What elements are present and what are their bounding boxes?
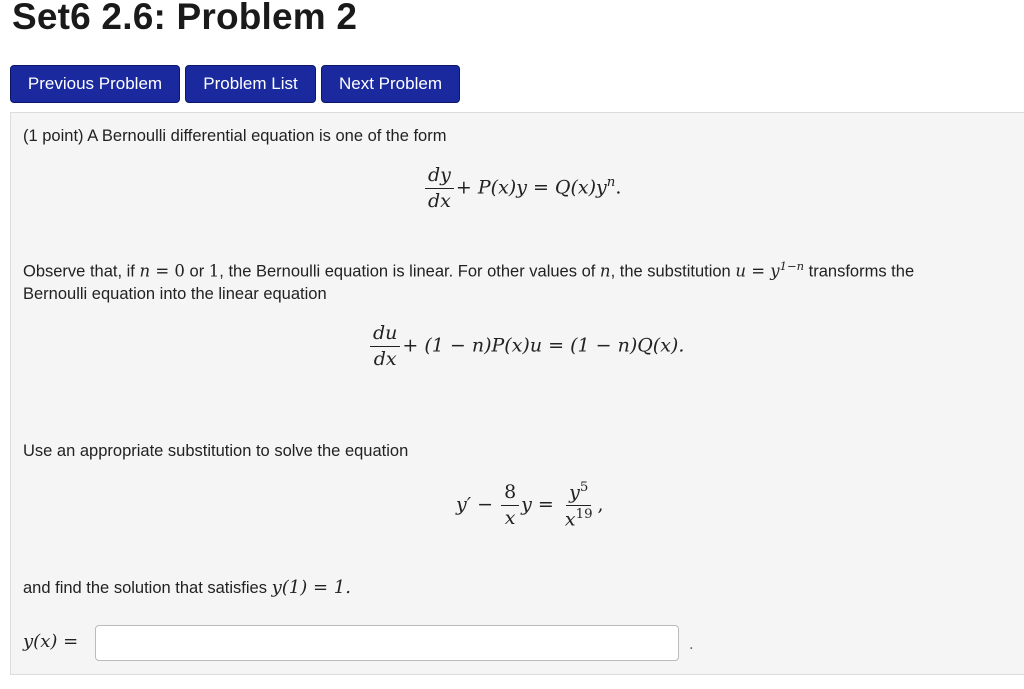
problem-intro: (1 point) A Bernoulli differential equation is one of the form [23,127,447,145]
equation-lhs: y′ − [456,493,494,516]
fraction-numerator: du [370,323,400,347]
math-y: y [770,261,780,281]
numerator-exponent: 5 [579,480,589,495]
exponent: n [606,175,616,191]
equation-end: , [597,493,604,516]
equation-mid: y = [521,493,554,516]
answer-input[interactable] [95,625,679,661]
previous-problem-button[interactable]: Previous Problem [10,65,180,103]
text-segment: transforms the [804,262,915,281]
page-title: Set6 2.6: Problem 2 [12,0,358,37]
instruction-text: Use an appropriate substitution to solve the equation [23,442,409,460]
text-segment: , the Bernoulli equation is linear. For other values of [219,262,600,281]
answer-trailing-period: . [689,635,694,653]
answer-label-text: y(x) = [23,631,79,652]
math-exponent: 1−n [779,259,805,273]
target-equation [456,481,604,530]
math-equals: = [745,261,771,281]
fraction-denominator: dx [428,189,451,212]
next-problem-button[interactable]: Next Problem [321,65,460,103]
text-segment: , the substitution [610,262,736,281]
substitution-paragraph [23,259,914,282]
math-n: n [599,261,611,281]
fraction-numerator [566,481,591,506]
problem-list-button[interactable]: Problem List [185,65,316,103]
fraction-numerator: dy [425,165,454,189]
fraction-denominator: x [504,507,516,530]
initial-condition-text [23,577,351,598]
substitution-paragraph-line2: Bernoulli equation into the linear equation [23,285,327,303]
answer-label [23,631,78,652]
math-n: n [139,261,151,281]
y5-over-x19-fraction [562,481,596,530]
math-u: u [735,261,746,281]
fraction-denominator [562,506,596,530]
equation-rest: + P(x)y = Q(x)y [455,176,607,199]
du-dx-fraction [370,323,400,370]
eight-over-x-fraction [501,482,519,529]
fraction-numerator: 8 [501,482,519,506]
bernoulli-equation [423,165,621,212]
initial-condition: y(1) = 1. [271,577,351,598]
text-segment: Observe that, if [23,262,140,281]
text-segment: and find the solution that satisfies [23,579,272,597]
math-one: 1 [208,261,220,281]
text-segment: or [184,262,209,281]
numerator-base: y [569,481,580,504]
fraction-denominator: dx [373,347,397,370]
linear-equation [368,323,684,370]
dy-dx-fraction [425,165,454,212]
problem-body [10,112,1024,675]
denominator-exponent: 19 [575,507,593,523]
denominator-base: x [564,508,576,531]
equation-rest: + (1 − n)P(x)u = (1 − n)Q(x). [402,334,685,357]
math-equals-zero: = 0 [150,261,185,281]
equation-end: . [615,176,622,199]
